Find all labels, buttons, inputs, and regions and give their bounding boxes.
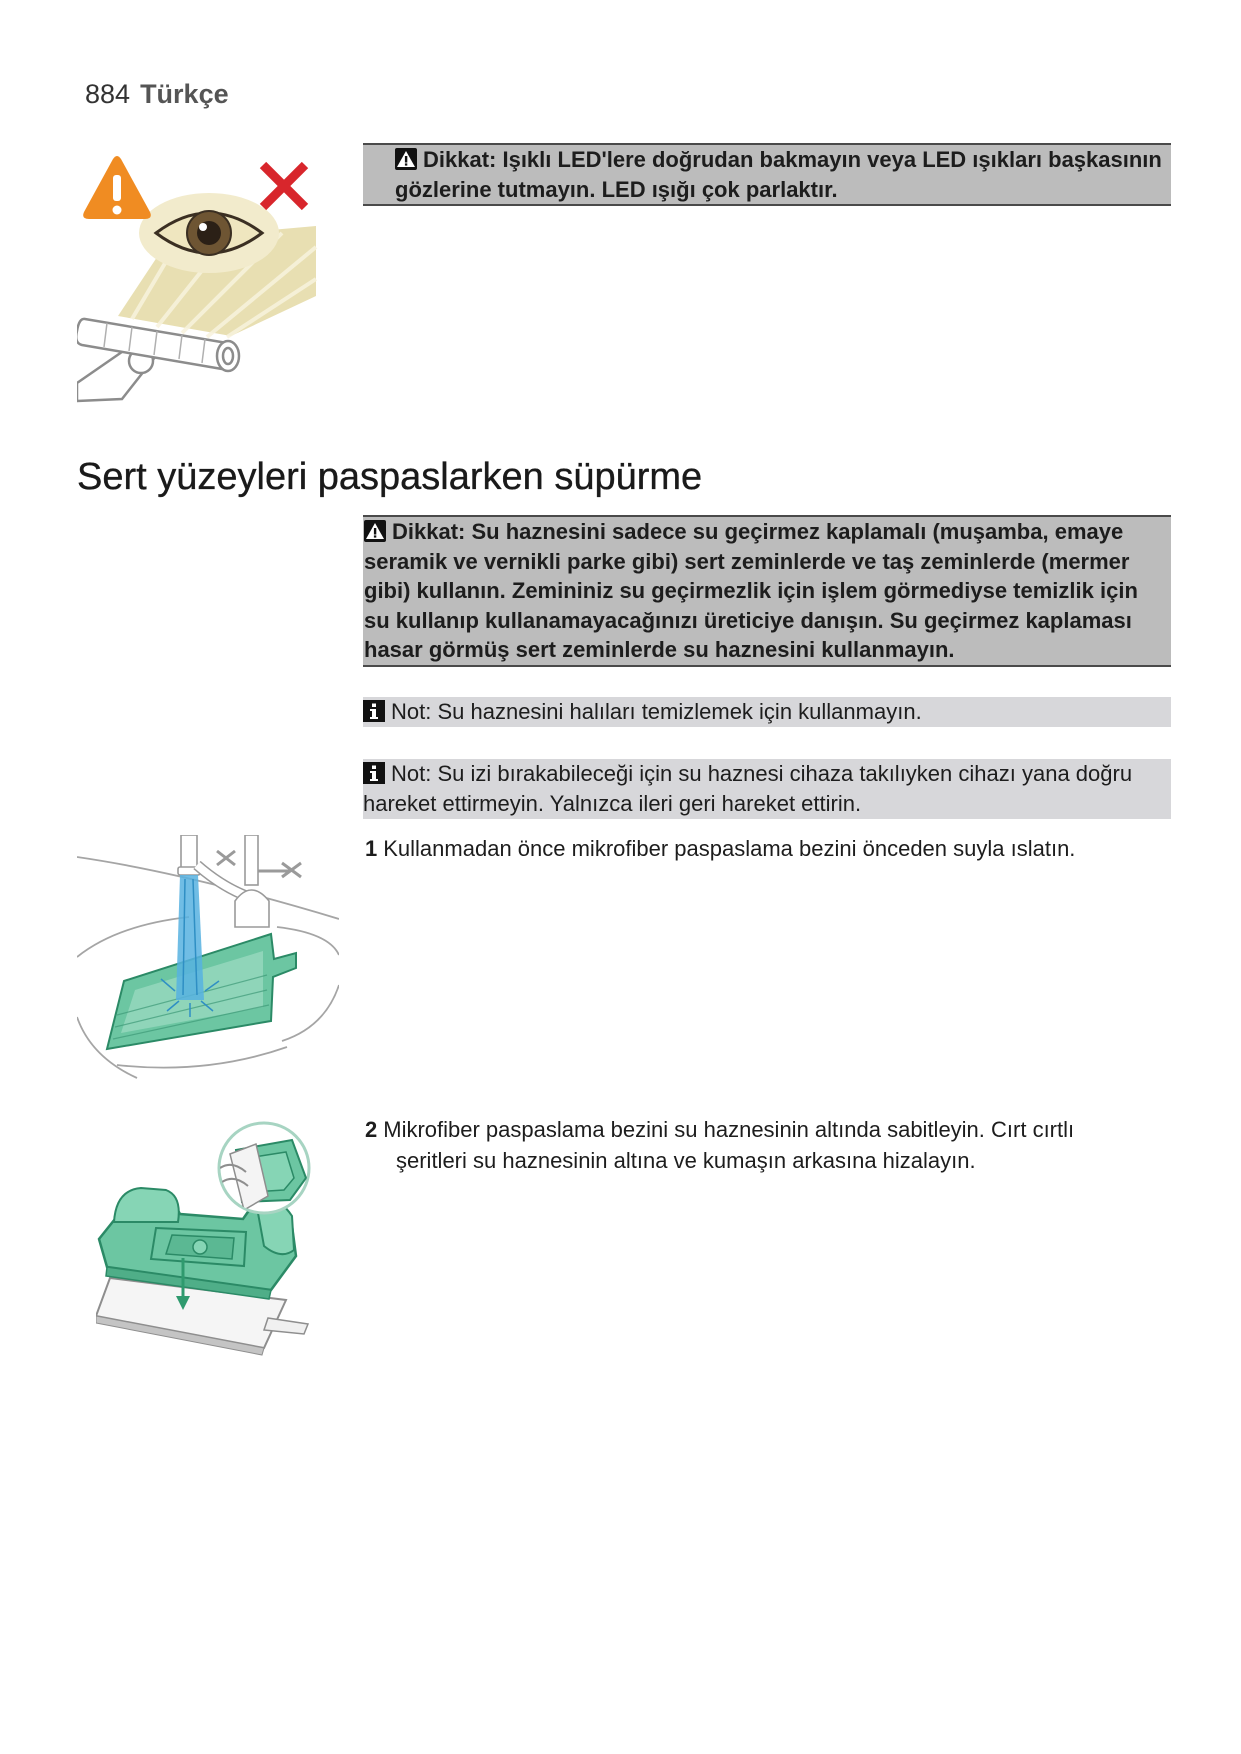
page-number: 884	[85, 79, 131, 109]
caution-line: gözlerine tutmayın. LED ışığı çok parlaktır.	[395, 176, 838, 202]
note-line: hareket ettirmeyin. Yalnızca ileri geri hareket ettirin.	[363, 791, 862, 816]
page-header	[85, 76, 229, 112]
caution-line: gibi) kullanın. Zemininiz su geçirmezlik için işlem görmediyse temizlik için	[364, 578, 1138, 603]
caution-line: hasar görmüş sert zeminlerde su haznesini kullanmayın.	[364, 637, 955, 662]
caution-text: Dikkat: Su haznesini sadece su geçirmez kaplamalı (muşamba, emaye	[392, 519, 1124, 544]
caution-line: seramik ve vernikli parke gibi) sert zeminlerde ve taş zeminlerde (mermer	[364, 548, 1130, 574]
warning-icon	[364, 520, 386, 542]
red-cross-icon	[263, 165, 305, 207]
attach-mop-pad-illustration	[96, 1120, 321, 1360]
caution-text: Dikkat: Işıklı LED'lere doğrudan bakmayın veya LED ışıkları başkasının	[423, 147, 1162, 172]
step-text: Mikrofiber paspaslama bezini su haznesinin altında sabitleyin. Cırt cırtlı	[383, 1117, 1075, 1142]
warning-icon	[395, 148, 417, 170]
step-line	[365, 1114, 1074, 1145]
caution-line	[364, 517, 1171, 547]
step-line: şeritleri su haznesinin altına ve kumaşın arkasına hizalayın.	[396, 1148, 976, 1173]
section-title: Sert yüzeyleri paspaslarken süpürme	[77, 456, 703, 498]
note-box-carpet	[363, 697, 1171, 727]
note-line	[363, 759, 1171, 789]
wet-mop-pad-illustration	[77, 835, 339, 1080]
caution-line	[395, 145, 1171, 175]
note-line	[363, 697, 1171, 727]
instruction-step-1	[365, 834, 1075, 864]
info-icon	[363, 762, 385, 784]
caution-line: su kullanıp kullanamayacağınızı üreticiye danışın. Su geçirmez kaplaması	[364, 607, 1132, 633]
step-number: 1	[365, 836, 378, 861]
step-number: 2	[365, 1117, 378, 1142]
step-text: Kullanmadan önce mikrofiber paspaslama bezini önceden suyla ıslatın.	[383, 836, 1076, 861]
note-box-sideways	[363, 759, 1171, 819]
page-language: Türkçe	[140, 79, 229, 109]
warning-triangle-icon	[83, 156, 151, 219]
info-icon	[363, 700, 385, 722]
caution-box-led	[363, 143, 1171, 206]
note-text: Not: Su izi bırakabileceği için su haznesi cihaza takılıyken cihazı yana doğru	[391, 761, 1133, 786]
step-line	[365, 834, 1075, 864]
caution-box-water-tank	[363, 515, 1171, 667]
instruction-step-2	[365, 1114, 1074, 1176]
led-eye-warning-illustration	[77, 147, 339, 409]
detail-inset-icon	[219, 1123, 309, 1213]
note-text: Not: Su haznesini halıları temizlemek için kullanmayın.	[391, 699, 922, 724]
